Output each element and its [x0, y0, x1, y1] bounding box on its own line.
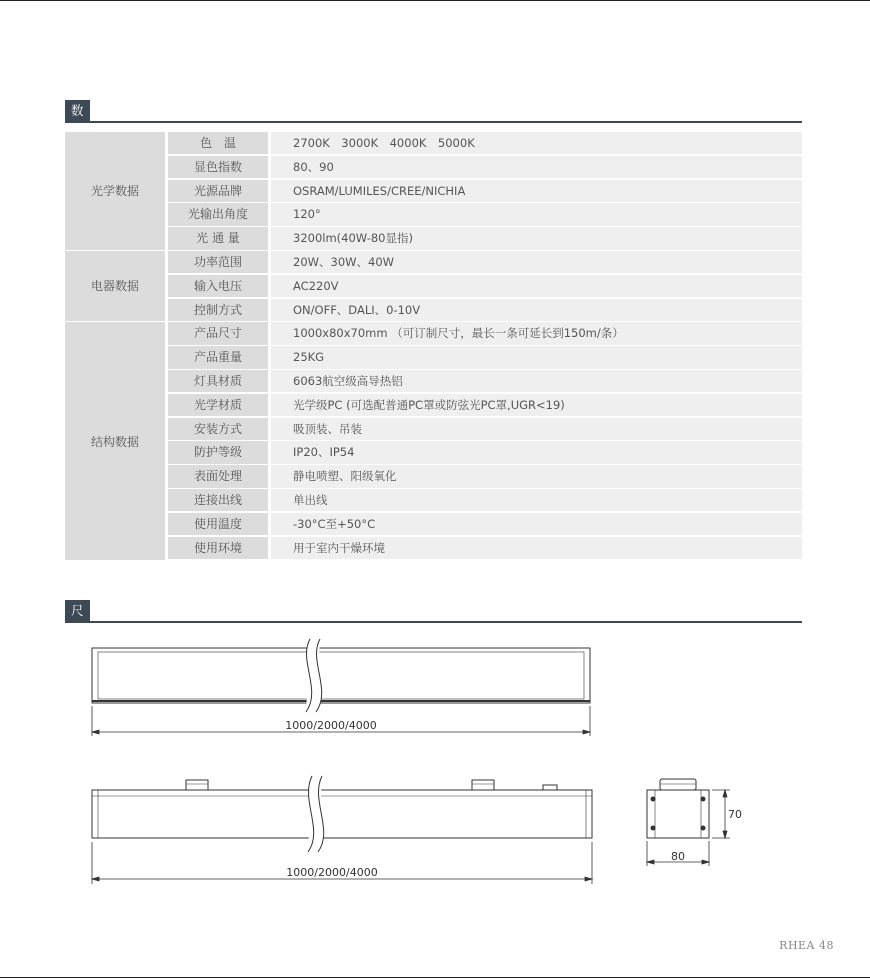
spec-label: 连接出线 — [168, 489, 268, 511]
spec-value: AC220V — [271, 275, 802, 297]
spec-value: 80、90 — [271, 156, 802, 178]
dim-lines-section — [647, 790, 730, 866]
spec-value: 2700K 3000K 4000K 5000K — [271, 132, 802, 154]
section-title-dimensions: 尺寸 — [65, 600, 90, 622]
spec-value: 6063航空级高导热铝 — [271, 370, 802, 392]
spec-label: 表面处理 — [168, 465, 268, 487]
bottom-rule — [0, 977, 870, 978]
spec-label: 光学材质 — [168, 394, 268, 416]
spec-value: 1000x80x70mm （可订制尺寸，最长一条可延长到150m/条） — [271, 322, 802, 344]
spec-value: OSRAM/LUMILES/CREE/NICHIA — [271, 180, 802, 202]
spec-label: 显色指数 — [168, 156, 268, 178]
dim-label-width: 80 — [671, 850, 685, 863]
spec-label: 光 通 量 — [168, 227, 268, 249]
spec-label: 光输出角度 — [168, 203, 268, 225]
spec-label: 使用环境 — [168, 537, 268, 559]
break-mark — [308, 776, 324, 852]
spec-value: 光学级PC (可选配普通PC罩或防弦光PC罩,UGR<19) — [271, 394, 802, 416]
spec-label: 灯具材质 — [168, 370, 268, 392]
spec-value: 用于室内干燥环境 — [271, 537, 802, 559]
spec-value: 120° — [271, 203, 802, 225]
spec-value: 单出线 — [271, 489, 802, 511]
page-footer: RHEA 48 — [779, 939, 834, 952]
spec-label: 产品重量 — [168, 346, 268, 368]
spec-label: 使用温度 — [168, 513, 268, 535]
spec-label: 控制方式 — [168, 299, 268, 321]
dim-label-side-length: 1000/2000/4000 — [286, 866, 378, 879]
spec-value: 20W、30W、40W — [271, 251, 802, 273]
spec-value: 吸顶装、吊装 — [271, 418, 802, 440]
section-title-data: 数 — [65, 100, 90, 122]
top-view-drawing — [92, 648, 590, 703]
spec-value: 3200lm(40W-80显指) — [271, 227, 802, 249]
spec-value: ON/OFF、DALI、0-10V — [271, 299, 802, 321]
spec-value: 25KG — [271, 346, 802, 368]
spec-label: 产品尺寸 — [168, 322, 268, 344]
spec-value: 静电喷塑、阳级氧化 — [271, 465, 802, 487]
spec-group-structural: 结构数据 — [65, 322, 165, 559]
break-mark — [306, 639, 322, 712]
spec-value: -30°C至+50°C — [271, 513, 802, 535]
spec-label: 色 温 — [168, 132, 268, 154]
spec-group-optical: 光学数据 — [65, 132, 165, 250]
dim-label-height: 70 — [728, 808, 742, 821]
spec-label: 安装方式 — [168, 418, 268, 440]
spec-value: IP20、IP54 — [271, 441, 802, 463]
spec-group-electrical: 电器数据 — [65, 251, 165, 321]
cross-section-screws — [651, 797, 706, 831]
cross-section-drawing — [647, 779, 709, 838]
spec-label: 光源品牌 — [168, 180, 268, 202]
spec-label: 输入电压 — [168, 275, 268, 297]
side-view-drawing — [92, 780, 592, 838]
dim-label-top-length: 1000/2000/4000 — [285, 719, 377, 732]
spec-label: 功率范围 — [168, 251, 268, 273]
spec-label: 防护等级 — [168, 441, 268, 463]
